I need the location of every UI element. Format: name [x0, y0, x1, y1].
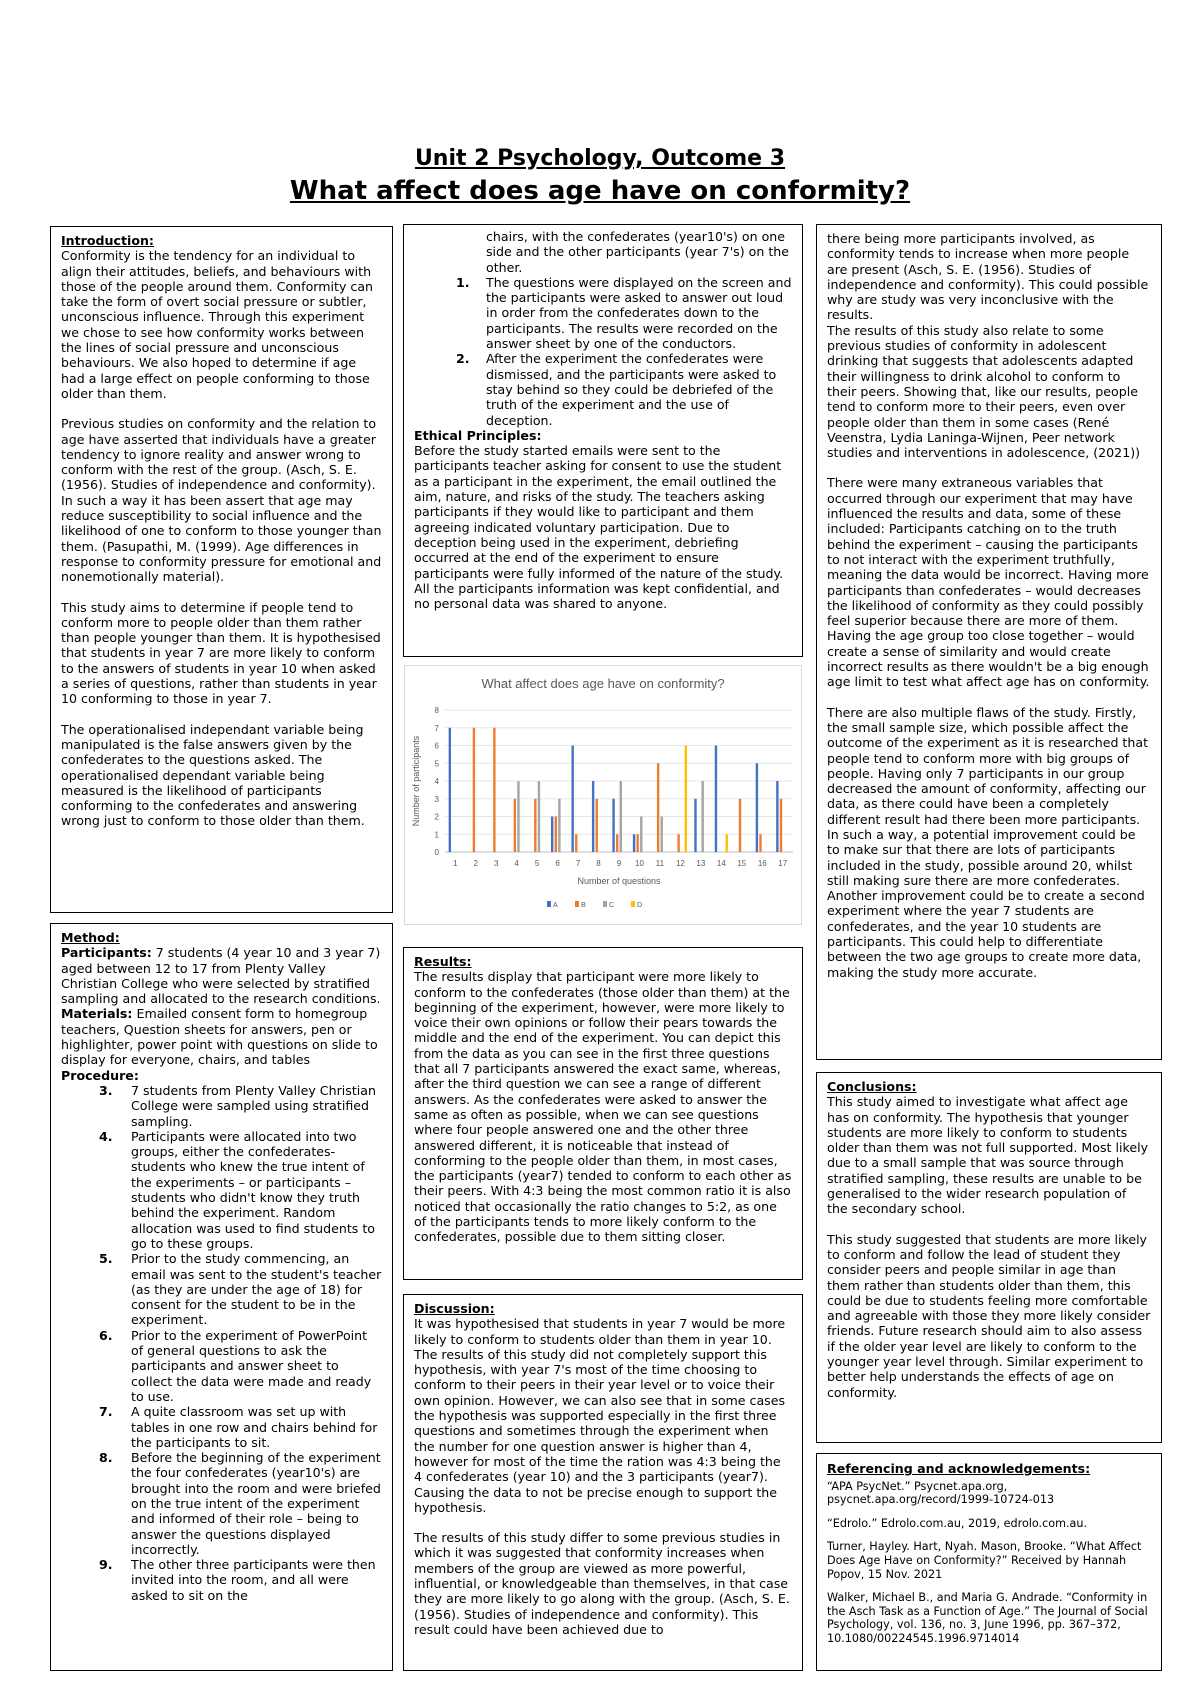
x-tick-label: 2: [473, 859, 478, 868]
bar-b: [780, 799, 782, 852]
discussion-paragraph-1: It was hypothesised that students in year 7 would be more likely to conform to students older than them in year 10. The results of this study did not completely support this hypothesis, with year 7's most of the time choosing to conform to their peers in their year level or to voice their own opinion. However, we can also see that in some cases the hypothesis was supported especially in the first three questions and sometimes through the experiment when the number for one question answer is higher than 4, however for most of the time the ration was 4:3 being the 4 confederates (year 10) and the 3 participants (year7). Causing the data to not be precise enough to support the hypothesis.: [414, 1316, 786, 1515]
bar-c: [661, 817, 663, 853]
participants-label: Participants:: [61, 945, 152, 961]
x-tick-label: 13: [696, 859, 706, 868]
procedure-list-continued: [414, 275, 792, 428]
x-tick-label: 4: [514, 859, 519, 868]
x-tick-label: 12: [675, 859, 685, 868]
materials-text: Emailed consent form to homegroup teachers, Question sheets for answers, pen or highlighter, power point with questions on slide to display for everyone, chairs, and tables: [61, 1006, 378, 1068]
y-tick-label: 5: [434, 759, 439, 769]
step-number: 4.: [99, 1128, 113, 1144]
y-tick-label: 3: [434, 794, 439, 804]
step-text: The other three participants were then invited into the room, and all were asked to sit on the: [131, 1557, 376, 1603]
procedure-step: [61, 1083, 382, 1129]
x-tick-label: 1: [453, 859, 458, 868]
conclusions-paragraph-2: This study suggested that students are more likely to conform and follow the lead of student they consider peers and people similar in age than them rather than students older than them, this could be due to students feeling more comfortable and agreeable with those they more likely consider friends. Future research should aim to also assess if the older year level are likely to conform to the younger year level through. Similar experiment to better help understands the effects of age on conformity.: [827, 1231, 1151, 1400]
x-tick-label: 17: [778, 859, 788, 868]
bar-b: [493, 728, 495, 852]
step-text: After the experiment the confederates were dismissed, and the participants were asked to stay behind so they could be debriefed of the truth of the experiment and the use of deception.: [486, 351, 777, 428]
bar-b: [596, 799, 598, 852]
x-tick-label: 14: [716, 859, 726, 868]
procedure-list: [61, 1083, 382, 1603]
results-heading: Results:: [414, 954, 472, 969]
y-tick-label: 8: [434, 706, 439, 715]
step-number: 7.: [99, 1404, 113, 1420]
bar-c: [538, 781, 540, 852]
procedure-continued: chairs, with the confederates (year10's) on one side and the other participants (year 7's) on the other.: [486, 229, 789, 275]
y-tick-label: 4: [434, 777, 439, 786]
bar-a: [776, 781, 778, 852]
legend-swatch: [547, 901, 551, 907]
discussion-paragraph-2: The results of this study differ to some previous studies in which it was suggested that conformity increases when members of the group are viewed as more powerful, influential, or knowledgeable than themselves, in that case they are more likely to go along with the group. (Asch, S. E. (1956). Studies of independence and conformity). This result could have been achieved due to: [414, 1530, 790, 1637]
procedure-ethics-box: [403, 224, 803, 657]
results-box: [403, 947, 803, 1280]
bar-a: [633, 834, 635, 852]
procedure-step: [61, 1450, 382, 1557]
x-tick-label: 3: [493, 859, 499, 868]
conclusions-box: [816, 1072, 1162, 1443]
introduction-heading: Introduction:: [61, 233, 154, 248]
references-heading: Referencing and acknowledgements:: [827, 1461, 1091, 1476]
col3-paragraph-1: there being more participants involved, as conformity tends to increase when more people are present (Asch, S. E. (1956). Studies of independence and conformity). This could possible why are study was very inconclusive with the results.: [827, 231, 1149, 323]
bar-a: [694, 799, 696, 852]
step-text: A quite classroom was set up with tables in one row and chairs behind for the participants to sit.: [131, 1404, 378, 1450]
ethics-heading: Ethical Principles:: [414, 427, 542, 443]
y-tick-label: 0: [434, 848, 439, 857]
conformity-chart: [404, 665, 802, 925]
conclusions-paragraph-1: This study aimed to investigate what affect age has on conformity. The hypothesis that younger students are more likely to conform to students older than them was not full supported. Most likely due to a small sample that was source through stratified sampling, these results are unable to be generalised to the wider research population of the secondary school.: [827, 1094, 1149, 1217]
ethics-text: Before the study started emails were sent to the participants teacher asking for consent to use the student as a participant in the experiment, the email outlined the aim, nature, and risks of the study. The teachers asking participants if they would like to participant and them agreeing indicated voluntary participation. Due to deception being used in the experiment, debriefing occurred at the end of the experiment to ensure participants were fully informed of the nature of the study. All the participants information was kept confidential, and no personal data was shared to anyone.: [414, 443, 784, 612]
bar-a: [592, 781, 594, 852]
x-tick-label: 16: [757, 859, 767, 868]
step-text: 7 students from Plenty Valley Christian College were sampled using stratified sampling.: [131, 1082, 376, 1129]
chart-svg: [405, 666, 801, 924]
bar-c: [701, 781, 703, 852]
bar-c: [517, 781, 519, 852]
bar-b: [616, 834, 618, 852]
page-title: What affect does age have on conformity?: [289, 176, 911, 206]
x-tick-label: 7: [575, 859, 581, 868]
x-tick-label: 9: [616, 859, 622, 868]
step-text: Prior to the experiment of PowerPoint of general questions to ask the participants and answer sheet to collect the data were made and ready to use.: [131, 1327, 372, 1404]
participants-text: 7 students (4 year 10 and 3 year 7) aged between 12 to 17 from Plenty Valley Christian College who were selected by stratified sampling and allocated to the research conditions.: [61, 945, 381, 1007]
y-tick-label: 1: [434, 830, 439, 840]
intro-paragraph-1: Conformity is the tendency for an individual to align their attitudes, beliefs, and behaviours with those of the people around them. Conformity can take the form of overt social pressure or subtler, unconscious influence. Through this experiment we chose to see how conformity works between the lines of social pressure and unconscious behaviours. We also hoped to determine if age had a large effect on people conforming to those older than them.: [61, 248, 374, 401]
col3-paragraph-4: There are also multiple flaws of the study. Firstly, the small sample size, which possible affect the outcome of the experiment as it is researched that people tend to conform more with big groups of people. Having only 7 participants in our group decreased the amount of conformity, affecting our data, as there could have been a completely different result had there been more participants. In such a way, a potential improvement could be to make sur that there are lots of participants included in the study, possible around 20, whilst still making sure there are more confederates. Another improvement could be to create a second experiment where the year 7 students are confederates, and the year 10 students are participants. This could help to differentiate between the two age groups to create more data, making the study more accurate.: [827, 704, 1149, 980]
legend-label: B: [581, 902, 586, 909]
bar-d: [726, 834, 728, 852]
procedure-step: [61, 1328, 382, 1404]
bar-d: [685, 746, 687, 853]
bar-c: [620, 781, 622, 852]
method-box: [50, 923, 393, 1671]
y-tick-label: 2: [434, 812, 439, 822]
discussion-heading: Discussion:: [414, 1301, 495, 1316]
bar-a: [449, 728, 451, 852]
bar-a: [571, 746, 573, 853]
x-tick-label: 6: [555, 859, 560, 868]
bar-a: [715, 746, 717, 853]
legend-label: A: [553, 902, 558, 909]
reference-item: Walker, Michael B., and Maria G. Andrade. “Conformity in the Asch Task as a Function of Age.” The Journal of Social Psychology, vol. 136, no. 3, June 1996, pp. 367–372, 10.1080/00224545.1996.9714014: [827, 1591, 1148, 1645]
discussion-continued-box: [816, 224, 1162, 1060]
discussion-box: [403, 1294, 803, 1671]
procedure-step: [61, 1557, 382, 1603]
step-number: 8.: [99, 1450, 113, 1466]
step-text: Prior to the study commencing, an email was sent to the student's teacher (as they are under the age of 18) for consent for the student to be in the experiment.: [131, 1251, 382, 1328]
unit-title: Unit 2 Psychology, Outcome 3: [414, 146, 786, 171]
x-tick-label: 15: [737, 859, 747, 868]
intro-paragraph-3: This study aims to determine if people tend to conform more to people older than them rather than people younger than them. It is hypothesised that students in year 7 are more likely to conform to the answers of students in year 10 when asked a series of questions, rather than students in year 10 conforming to those in year 7.: [61, 599, 381, 707]
bar-b: [636, 834, 638, 852]
bar-c: [558, 799, 560, 852]
bar-b: [473, 728, 475, 852]
step-number: 5.: [99, 1251, 113, 1267]
y-tick-label: 7: [434, 723, 439, 733]
col3-paragraph-2: The results of this study also relate to some previous studies of conformity in adolescent drinking that suggests that adolescents adapted their willingness to drink alcohol to conform to their peers. Showing that, like our results, people tend to conform more to their peers, even over people older than them in some cases (René Veenstra, Lydia Laninga-Wijnen, Peer network studies and interventions in adolescence, (2021)): [827, 322, 1141, 461]
intro-paragraph-2: Previous studies on conformity and the relation to age have asserted that individuals have a greater tendency to ignore reality and answer wrong to conform with the rest of the group. (Asch, S. E. (1956). Studies of independence and conformity). In such a way it has been assert that age may reduce susceptibility to social influence and the likelihood of one to conform to those younger than them. (Pasupathi, M. (1999). Age differences in response to conformity pressure for emotional and nonemotionally material).: [61, 416, 382, 585]
materials-paragraph: [61, 1006, 382, 1067]
materials-label: Materials:: [61, 1006, 133, 1022]
step-number: 6.: [99, 1327, 113, 1343]
bar-b: [677, 834, 679, 852]
col3-paragraph-3: There were many extraneous variables that occurred through our experiment that may have influenced the results and data, some of these included: Participants catching on to the truth behind the experiment – causing the participants to not interact with the experiment truthfully, meaning the data would be incorrect. Having more participants than confederates – would decreases the likelihood of conformity as they could possibly feel superior because there are more of them. Having the age group too close together – would create a sense of similarity and would create incorrect results as there wouldn't be a big enough age limit to test what affect age has on conformity.: [827, 475, 1150, 690]
bar-a: [551, 817, 553, 853]
legend-label: D: [637, 902, 643, 909]
x-tick-label: 10: [635, 859, 644, 868]
bar-b: [759, 834, 761, 852]
bar-b: [514, 799, 516, 852]
step-text: The questions were displayed on the screen and the participants were asked to answer out loud in order from the confederates down to the participants. The results were recorded on the answer sheet by one of the conductors.: [486, 274, 792, 352]
step-number: 9.: [99, 1557, 113, 1573]
step-text: Participants were allocated into two groups, either the confederates- students who knew the true intent of the experiments – or participants – students who didn't know they truth behind the experiment. Random allocation was used to find students to go to these groups.: [131, 1128, 375, 1251]
y-tick-label: 6: [434, 741, 439, 751]
bar-b: [534, 799, 536, 852]
x-tick-label: 11: [655, 859, 665, 868]
procedure-step: [61, 1404, 382, 1450]
introduction-box: [50, 226, 393, 913]
conclusions-heading: Conclusions:: [827, 1079, 917, 1094]
x-tick-label: 5: [534, 859, 540, 868]
procedure-step: [414, 351, 792, 427]
bar-a: [756, 763, 758, 852]
bar-b: [739, 799, 741, 852]
legend-label: C: [609, 902, 615, 909]
step-number: 1.: [456, 274, 470, 290]
step-number: 3.: [99, 1082, 113, 1098]
procedure-step: [414, 275, 792, 351]
reference-item: “APA PsycNet.” Psycnet.apa.org, psycnet.apa.org/record/1999-10724-013: [827, 1479, 1055, 1507]
bar-b: [555, 817, 557, 853]
reference-item: Turner, Hayley. Hart, Nyah. Mason, Brooke. “What Affect Does Age Have on Conformity?” Received by Hannah Popov, 15 Nov. 2021: [827, 1540, 1142, 1581]
procedure-label: Procedure:: [61, 1067, 139, 1083]
legend-swatch: [575, 901, 579, 907]
procedure-step: [61, 1129, 382, 1251]
results-text: The results display that participant were more likely to conform to the confederates (those older than them) at the beginning of the experiment, however, were more likely to voice their own opinions or follow their pears towards the middle and the end of the experiment. You can depict this from the data as you can see in the first three questions that all 7 participants answered the exact same, whereas, after the third question we can see a range of different answers. As the confederates were asked to answer the same as often as possible, when we can see questions where four people answered one and the other three answered different, it is noticeable that instead of conforming to the people older than them, in most cases, the participants (year7) tended to conform to each other as their peers. With 4:3 being the most common ratio it is also noticed that occasionally the ratio changes to 5:2, as one of the participants tends to more likely conform to the confederates, possible due to them sitting closer.: [414, 969, 792, 1245]
references-box: [816, 1453, 1162, 1671]
bar-b: [575, 834, 577, 852]
bar-c: [640, 817, 642, 853]
x-axis-label: Number of questions: [577, 876, 661, 886]
reference-item: “Edrolo.” Edrolo.com.au, 2019, edrolo.com.au.: [827, 1516, 1088, 1530]
y-axis-label: Number of participants: [411, 735, 421, 827]
x-tick-label: 8: [596, 859, 601, 868]
chart-title: What affect does age have on conformity?: [481, 676, 725, 691]
method-heading: Method:: [61, 930, 120, 945]
procedure-step: [61, 1251, 382, 1327]
legend-swatch: [603, 901, 607, 907]
step-text: Before the beginning of the experiment the four confederates (year10's) are brought into the room and were briefed on the true intent of the experiment and informed of their role – being to answer the questions displayed incorrectly.: [131, 1450, 381, 1557]
intro-paragraph-4: The operationalised independant variable being manipulated is the false answers given by the confederates to the questions asked. The operationalised dependant variable being measured is the likelihood of participants conforming to the confederates and answering wrong just to conform to those older than them.: [61, 721, 365, 829]
bar-b: [657, 763, 659, 852]
participants-paragraph: [61, 945, 382, 1006]
legend-swatch: [631, 901, 635, 907]
bar-a: [612, 799, 614, 852]
step-number: 2.: [456, 351, 470, 367]
